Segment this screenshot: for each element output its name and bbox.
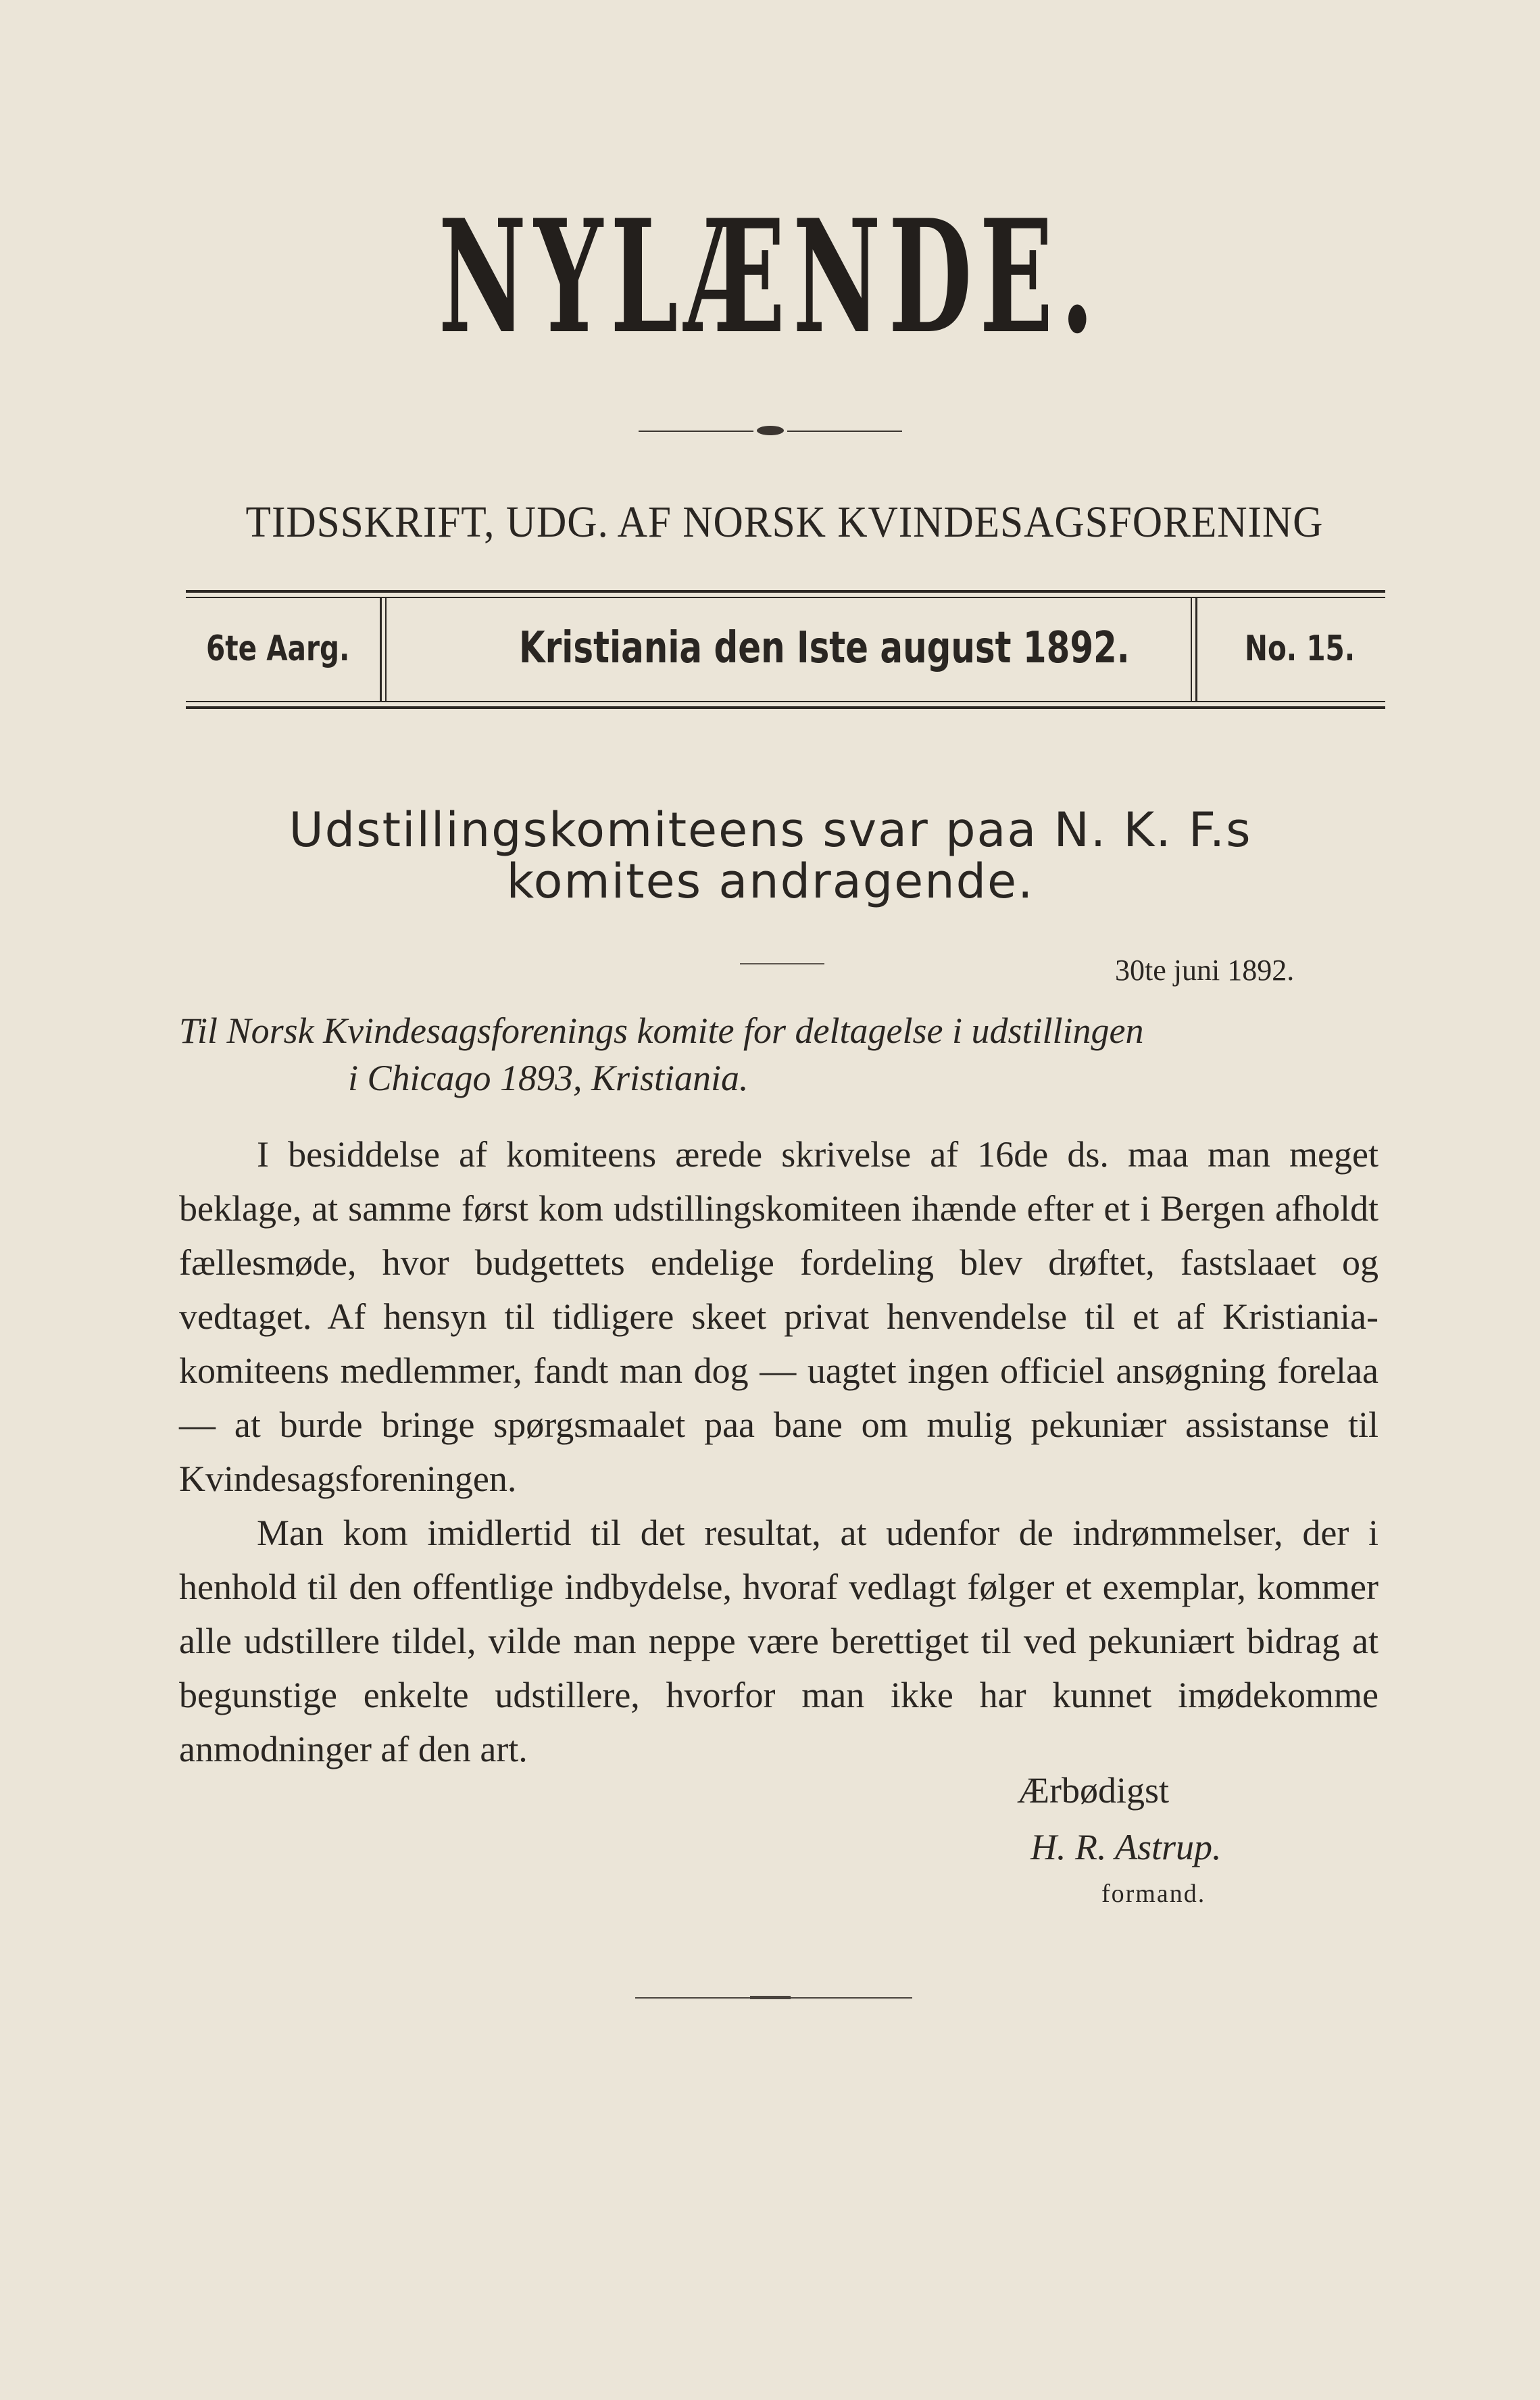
header-rule-bottom-thin — [186, 701, 1385, 702]
address-line: i Chicago 1893, Kristiania. — [348, 1058, 749, 1098]
section-end-rule-center — [750, 1996, 791, 1999]
ornament-center — [757, 426, 784, 435]
address-line: Til Norsk Kvindesagsforenings komite for deltagelse i udstillingen — [179, 1010, 1144, 1051]
masthead-ornament — [639, 430, 902, 433]
masthead-title: NYLÆNDE. — [438, 186, 1102, 368]
letter-address — [179, 1007, 1362, 1102]
closing-salutation: Ærbødigst — [1017, 1770, 1170, 1811]
section-end-rule — [635, 1997, 912, 1999]
letter-body — [179, 1127, 1378, 1776]
header-rule-top-thin — [186, 597, 1385, 598]
headline-rule — [740, 963, 824, 964]
issue-dateline: Kristiania den Iste august 1892. — [519, 623, 1130, 673]
header-divider — [380, 598, 382, 701]
headline-line: komites andragende. — [506, 854, 1035, 909]
volume-label: 6te Aarg. — [206, 629, 350, 669]
headline-line: Udstillingskomiteens svar paa N. K. F.s — [289, 802, 1252, 858]
header-rule-bottom — [186, 706, 1385, 709]
header-divider — [1191, 598, 1192, 701]
header-divider — [385, 598, 387, 701]
ornament-line-right — [787, 431, 902, 432]
header-divider — [1195, 598, 1197, 701]
publication-subtitle: TIDSSKRIFT, UDG. AF NORSK KVINDESAGSFORENING — [245, 497, 1324, 547]
ornament-line-left — [639, 431, 753, 432]
paragraph: I besiddelse af komiteens ærede skrivelse af 16de ds. maa man meget beklage, at samme først kom udstillingskomiteen ihænde efter et i Bergen afholdt fællesmøde, hvor budgettets endelige fordeling blev drøftet, fastslaaet og vedtaget. Af hensyn til tidligere skeet privat henvendelse til et af Kristiania-komiteens medlemmer, fandt man dog — uagtet ingen officiel ansøgning forelaa — at burde bringe spørgsmaalet paa bane om mulig pekuniær assistanse til Kvindesagsforeningen. — [179, 1134, 1378, 1499]
signature: H. R. Astrup. — [1030, 1827, 1222, 1867]
paragraph: Man kom imidlertid til det resultat, at udenfor de indrømmelser, der i henhold til den offentlige indbydelse, hvoraf vedlagt følger et exemplar, kommer alle udstillere tildel, vilde man neppe være berettiget til ved pekuniært bidrag at begunstige enkelte udstillere, hvorfor man ikke har kunnet imødekomme anmodninger af den art. — [179, 1513, 1378, 1769]
issue-number: No. 15. — [1245, 629, 1356, 669]
header-rule-top — [186, 590, 1385, 593]
article-headline — [155, 804, 1385, 907]
letter-date: 30te juni 1892. — [1115, 954, 1295, 987]
signer-role: formand. — [1101, 1880, 1206, 1908]
